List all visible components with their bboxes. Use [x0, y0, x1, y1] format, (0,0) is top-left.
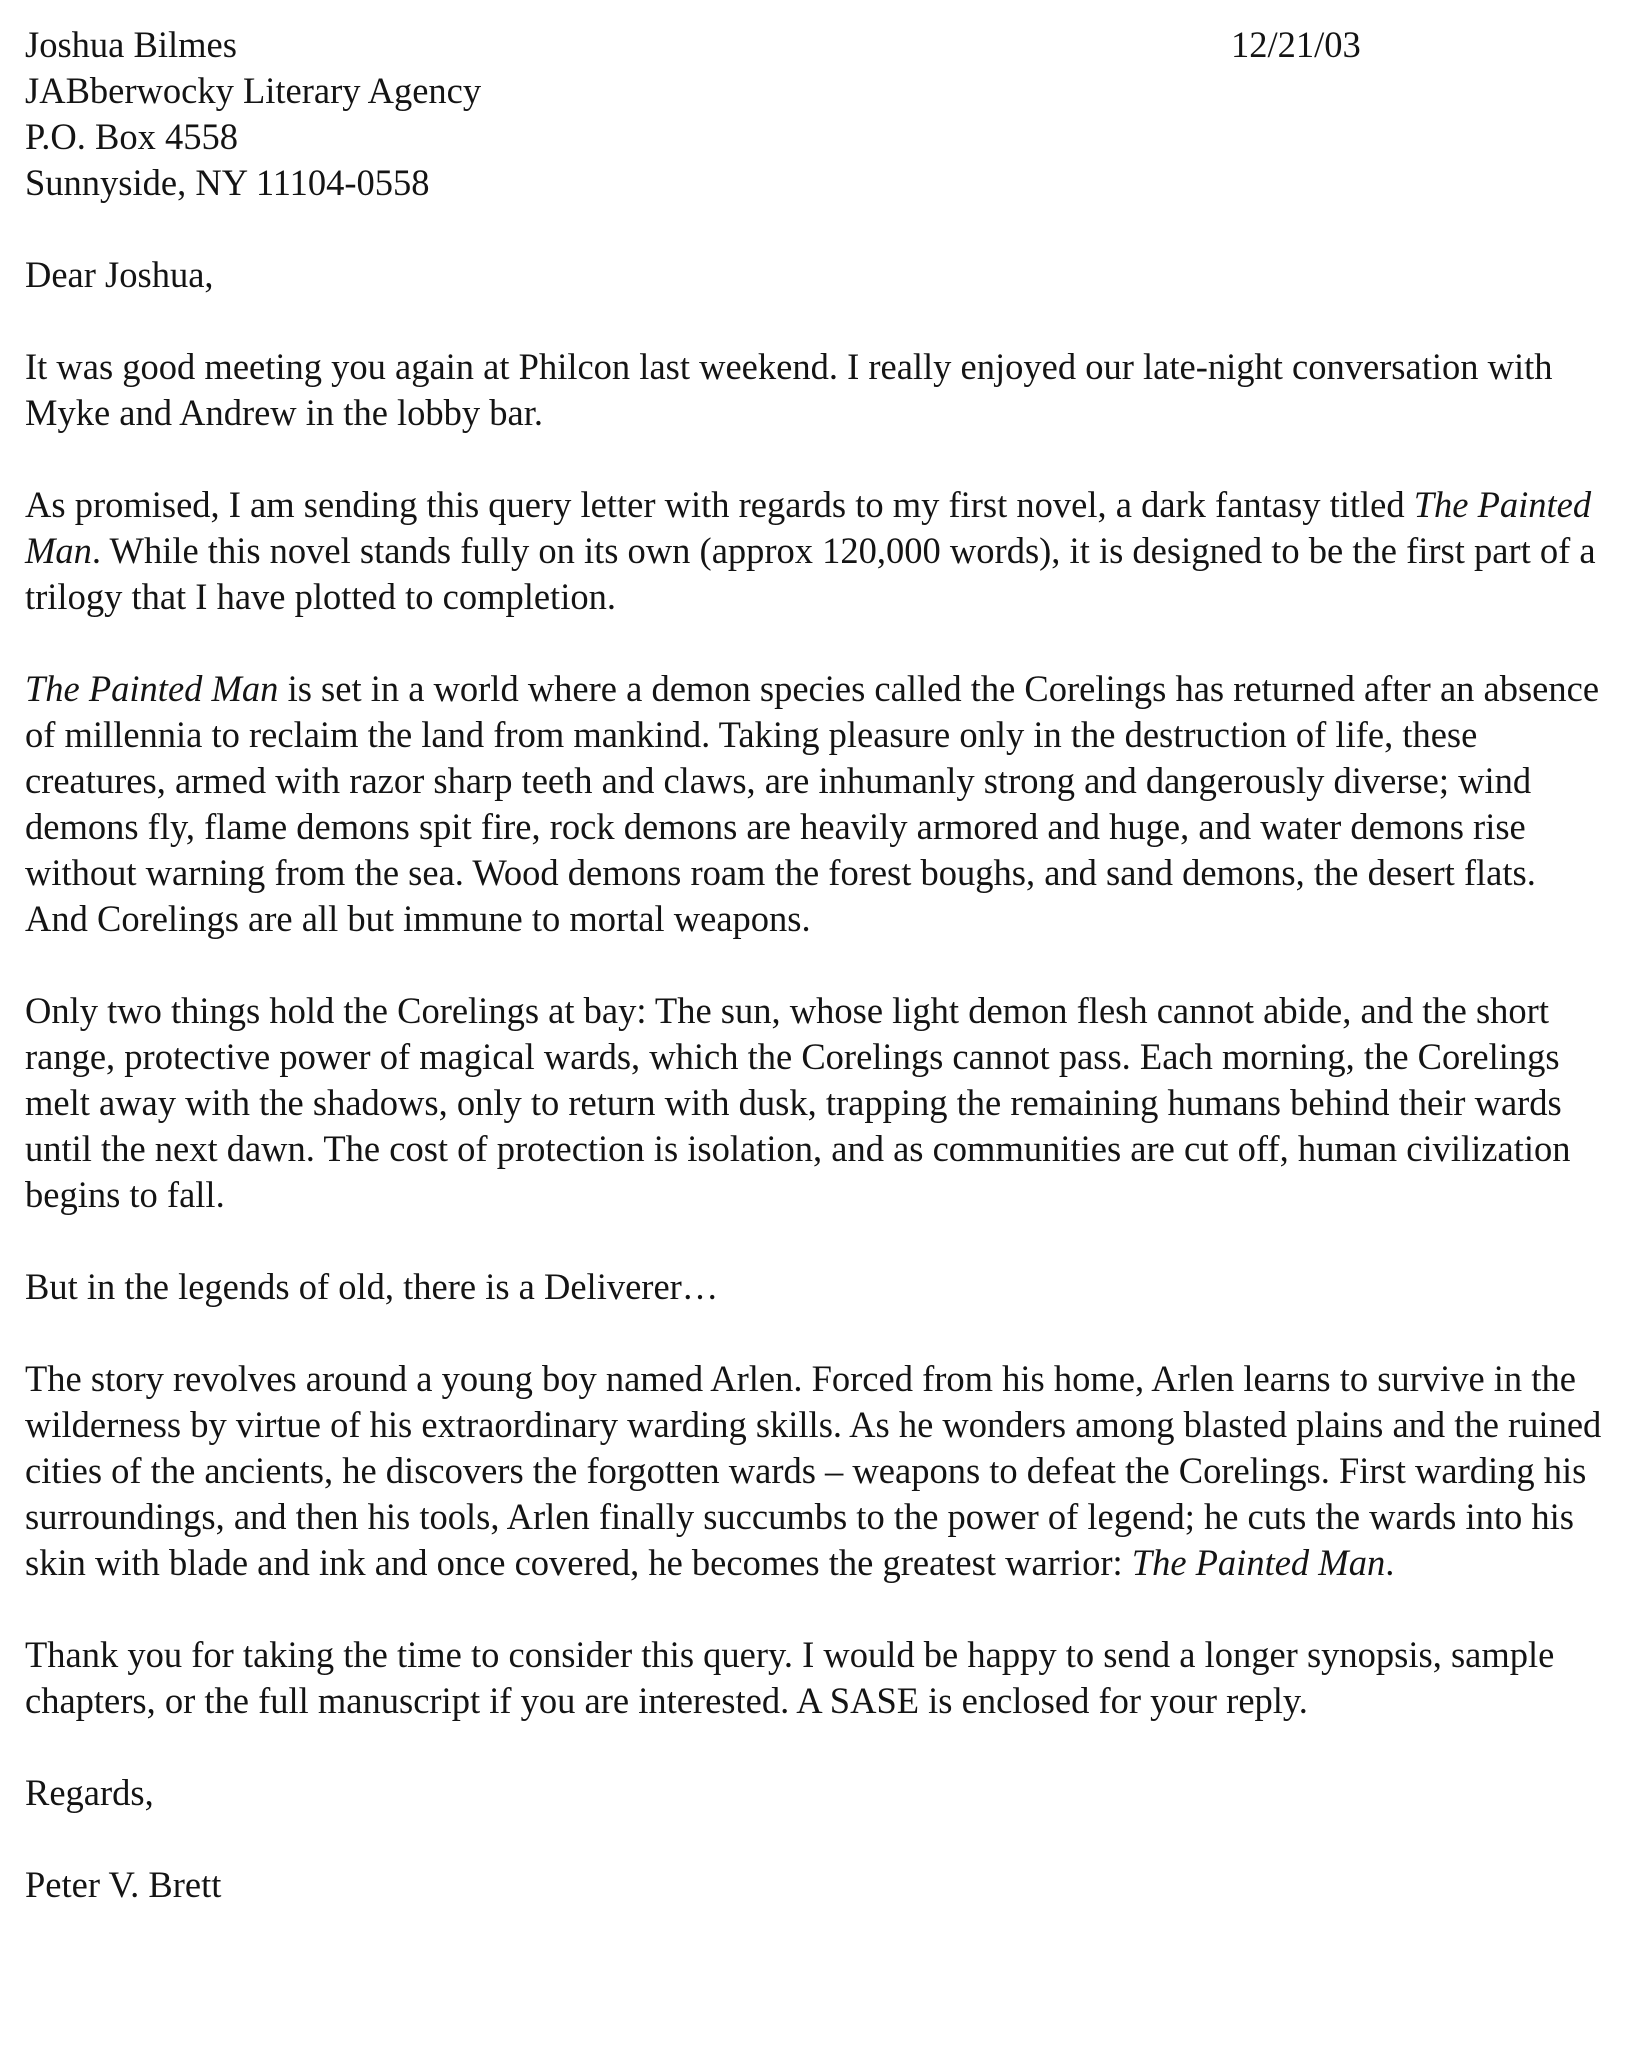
recipient-name: Joshua Bilmes: [25, 24, 237, 65]
paragraph-deliverer: But in the legends of old, there is a Deliverer…: [25, 1266, 719, 1307]
recipient-po-box: P.O. Box 4558: [25, 116, 238, 157]
letter-date: 12/21/03: [1231, 24, 1361, 65]
paragraph-query-start: As promised, I am sending this query letter with regards to my first novel, a dark fantasy titled: [25, 484, 1414, 525]
paragraph-query-end: . While this novel stands fully on its own (approx 120,000 words), it is designed to be the first part of a trilogy that I have plotted to completion.: [25, 530, 1596, 617]
paragraph-story: [25, 1356, 1605, 1586]
closing: Regards,: [25, 1772, 154, 1813]
salutation: Dear Joshua,: [25, 254, 214, 295]
paragraph-thanks: Thank you for taking the time to consider this query. I would be happy to send a longer synopsis, sample chapters, or the full manuscript if you are interested. A SASE is enclosed for your reply.: [25, 1634, 1555, 1721]
paragraph-world: [25, 666, 1605, 942]
recipient-city: Sunnyside, NY 11104-0558: [25, 162, 430, 203]
letter-page: [25, 22, 1605, 1954]
paragraph-wards: Only two things hold the Corelings at bay: The sun, whose light demon flesh cannot abide, and the short range, protective power of magical wards, which the Corelings cannot pass. Each morning, the Corelings melt away with the shadows, only to return with dusk, trapping the remaining humans behind their wards until the next dawn. The cost of protection is isolation, and as communities are cut off, human civilization begins to fall.: [25, 990, 1571, 1215]
paragraph-world-rest: is set in a world where a demon species called the Corelings has returned after an absence of millennia to reclaim the land from mankind. Taking pleasure only in the destruction of life, these creatures, armed with razor sharp teeth and claws, are inhumanly strong and dangerously diverse; wind demons fly, flame demons spit fire, rock demons are heavily armored and huge, and water demons rise without warning from the sea. Wood demons roam the forest boughs, and sand demons, the desert flats. And Corelings are all but immune to mortal weapons.: [25, 668, 1600, 939]
letter-header: [25, 22, 1605, 206]
recipient-agency: JABberwocky Literary Agency: [25, 70, 482, 111]
paragraph-story-end: .: [1385, 1542, 1395, 1583]
signature: Peter V. Brett: [25, 1864, 222, 1905]
paragraph-story-start: The story revolves around a young boy named Arlen. Forced from his home, Arlen learns to survive in the wilderness by virtue of his extraordinary warding skills. As he wonders among blasted plains and the ruined cities of the ancients, he discovers the forgotten wards – weapons to defeat the Corelings. First warding his surroundings, and then his tools, Arlen finally succumbs to the power of legend; he cuts the wards into his skin with blade and ink and once covered, he becomes the greatest warrior:: [25, 1358, 1602, 1583]
novel-title: The Painted Man: [1131, 1542, 1386, 1583]
paragraph-query: [25, 482, 1605, 620]
novel-title: The Painted Man: [25, 668, 279, 709]
novel-title: The Painted Man: [25, 484, 1592, 571]
paragraph-philcon: It was good meeting you again at Philcon last weekend. I really enjoyed our late-night conversation with Myke and Andrew in the lobby bar.: [25, 346, 1553, 433]
